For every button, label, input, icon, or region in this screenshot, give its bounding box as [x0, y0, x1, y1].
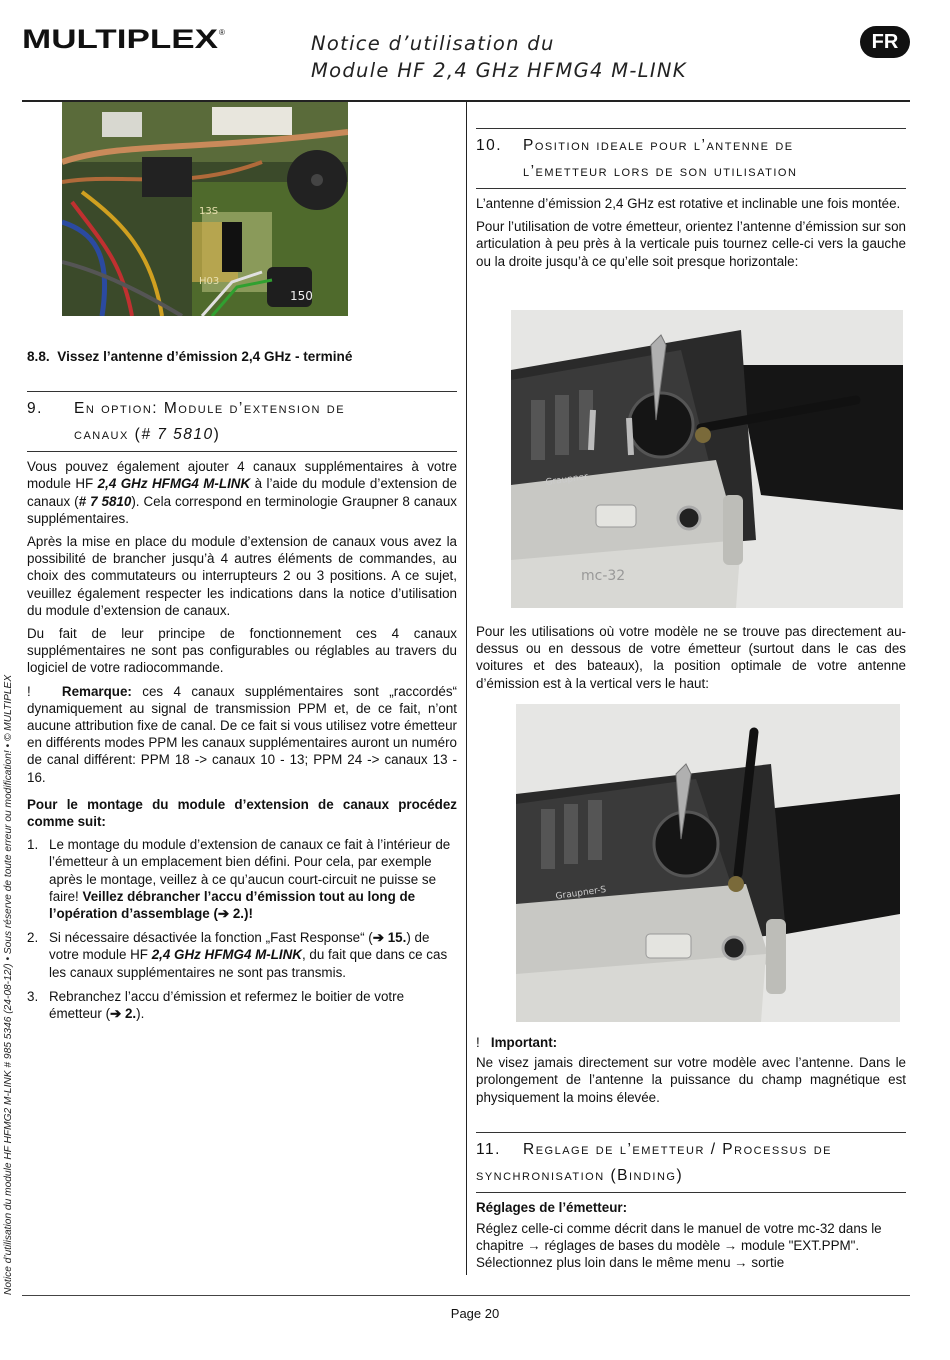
- step-text-bold: ➔ 15.: [372, 930, 407, 946]
- section-9-ref: # 7 5810: [141, 426, 214, 444]
- transmitter-2-brand: Graupner-S: [555, 884, 607, 902]
- settings-heading: Réglages de l’émetteur:: [476, 1199, 628, 1215]
- text-run-bold: # 7 5810: [78, 493, 132, 509]
- right-column-middle: [476, 623, 906, 698]
- paragraph-rotatable: L’antenne d’émission 2,4 GHz est rotative et inclinable une fois montée.: [476, 196, 901, 211]
- text-run-bold: 2,4 GHz HFMG4 M-LINK: [97, 476, 251, 492]
- step-number: 3.: [27, 988, 39, 1004]
- text-run: ). Cela correspond en terminologie Graupner 8 canaux supplémentaires.: [27, 493, 458, 526]
- paragraph-intro: [27, 458, 457, 527]
- paragraph-vertical: Pour les utilisations où votre modèle ne se trouve pas directement au-dessus ou en dessous de votre émetteur (surtout dans le cas des voitures et des bateaux), la position optimale de votre antenne d’émission est à la vertical vers le haut:: [476, 624, 906, 691]
- footer-rule: [22, 1295, 910, 1296]
- step-text: Si nécessaire désactivée la fonction „Fast Response“ (: [49, 930, 373, 946]
- list-item: [27, 929, 457, 981]
- section-9-title-close: ): [213, 426, 221, 444]
- multiplex-logo: [22, 26, 226, 50]
- caption-number: 8.8.: [27, 349, 50, 364]
- paragraph-settings: Réglez celle-ci comme décrit dans le manuel de votre mc-32 dans le chapitre → réglages de bases du modèle → module "EXT.PPM". Sélectionnez plus loin dans le même menu → sortie: [476, 1221, 882, 1271]
- section-11-title-line-1: Reglage de l’emetteur / Processus de: [523, 1140, 832, 1158]
- caption-text: Vissez l’antenne d’émission 2,4 GHz - terminé: [57, 349, 353, 364]
- paragraph-orient: Pour l’utilisation de votre émetteur, orientez l’antenne d’émission sur son articulation à peu près à la verticale puis tournez celle-ci vers la gauche ou la droite jusqu’à ce qu’elle soit presque horizontale:: [476, 219, 906, 269]
- step-caption: [27, 348, 457, 365]
- list-item: [27, 988, 457, 1022]
- transmitter-photo-horizontal: [511, 310, 903, 608]
- section-9-title-line-1: En option: Module d’extension de: [74, 400, 346, 418]
- pcb-mark-2: H03: [199, 276, 220, 287]
- transmitter-1-model: mc-32: [581, 568, 626, 584]
- section-9-heading: [27, 391, 457, 452]
- step-text-bold: 2,4 GHz HFMG4 M-LINK: [151, 947, 302, 963]
- remark-label: Remarque:: [61, 683, 132, 699]
- language-badge: FR: [860, 26, 910, 58]
- section-11-heading: [476, 1132, 906, 1193]
- logo-text: MULTIPLEX: [22, 26, 218, 50]
- section-9-number: 9.: [27, 400, 43, 418]
- paragraph-remark: [27, 683, 457, 786]
- pcb-photo: [62, 102, 348, 316]
- step-text: Le montage du module d’extension de canaux ce fait à l’intérieur de l’émetteur à un emplacement bien défini. Pour cela, par exemple après le montage, veillez à ce qu’aucun court-circuit ne puisse se faire!: [49, 837, 451, 904]
- step-number: 2.: [27, 930, 39, 946]
- step-text: ) de votre module HF: [49, 930, 430, 963]
- column-divider: [466, 102, 467, 1275]
- important-label: Important:: [490, 1035, 558, 1050]
- svg-text:®: ®: [219, 28, 225, 37]
- right-column-top: [476, 128, 906, 276]
- transmitter-1-brand: Graupner: [545, 472, 589, 488]
- sidebar-note: Notice d’utilisation du module HF HFMG2 M-LINK # 985 5346 (24-08-12/) • Sous réserve de toute erreur ou modification! • © MULTIPLEX: [3, 674, 14, 1295]
- remark-mark: !: [27, 683, 31, 699]
- step-number: 1.: [27, 837, 39, 853]
- paragraph-principle: Du fait de leur principe de fonctionnement ces 4 canaux supplémentaires ne sont pas configurables ou réglables au travers du logiciel de votre radiocommande.: [27, 626, 457, 676]
- title-line-1: Notice d’utilisation du: [311, 32, 555, 55]
- step-text-bold: ➔ 2.: [110, 1006, 137, 1022]
- mount-steps: [27, 836, 457, 1022]
- important-mark: !: [476, 1035, 480, 1050]
- title-line-2: Module HF 2,4 GHz HFMG4 M-LINK: [311, 59, 687, 82]
- section-11-number: 11.: [476, 1140, 501, 1158]
- mount-heading: Pour le montage du module d’extension de canaux procédez comme suit:: [27, 796, 457, 830]
- step-text-bold: Veillez débrancher l’accu d’émission tout au long de l’opération d’assemblage (➔ 2.)!: [49, 888, 416, 922]
- paragraph-connect: Après la mise en place du module d’extension de canaux vous avez la possibilité de brancher jusqu’à 4 autres éléments de commandes, au choix des commutateurs ou interrupteurs 2 ou 3 positions. A ce sujet, veuillez également respecter les indications dans la notice d’utilisation du module d’extension de canaux.: [27, 534, 457, 618]
- section-9-title-line-2: canaux (: [74, 426, 142, 444]
- text-run: Vous pouvez également ajouter 4 canaux supplémentaires à votre module HF: [27, 459, 457, 492]
- remark-text: ces 4 canaux supplémentaires sont „raccordés“ dynamiquement au signal de transmission PPM et, de ce fait, n’ont aucune attribution fixe de canal. De ce fait si vous utilisez votre émetteur en différents modes PPM les canaux supplémentaires auront un numéro de canal différent: PPM 18 -> canaux 10 - 13; PPM 24 -> canaux 13 - 16.: [27, 683, 457, 785]
- pcb-mark-3: 150: [290, 289, 313, 303]
- document-title: [311, 30, 687, 84]
- step-text: Rebranchez l’accu d’émission et refermez le boitier de votre émetteur (: [49, 988, 405, 1022]
- page-number: Page 20: [450, 1306, 500, 1321]
- text-run: à l’aide du module d’extension de canaux (: [27, 476, 457, 509]
- paragraph-important: Ne visez jamais directement sur votre modèle avec l’antenne. Dans le prolongement de l’antenne la puissance du champ magnétique est physiquement la moins élevée.: [476, 1055, 906, 1105]
- right-column-bottom: [476, 1034, 906, 1278]
- list-item: [27, 836, 457, 922]
- step-text: , du fait que dans ce cas les canaux supplémentaires ne sont pas transmis.: [49, 947, 448, 980]
- section-10-title-line-1: Position ideale pour l’antenne de: [523, 137, 794, 154]
- transmitter-photo-vertical: [516, 704, 900, 1022]
- section-10-number: 10.: [476, 137, 503, 154]
- pcb-mark-1: 13S: [199, 206, 219, 217]
- section-11-title-line-2: synchronisation (Binding): [476, 1166, 684, 1184]
- section-10-heading: [476, 128, 906, 189]
- left-column: [27, 348, 457, 1029]
- important-label-line: [476, 1034, 906, 1051]
- step-text: ).: [136, 1006, 145, 1022]
- section-10-title-line-2: l’emetteur lors de son utilisation: [523, 163, 798, 180]
